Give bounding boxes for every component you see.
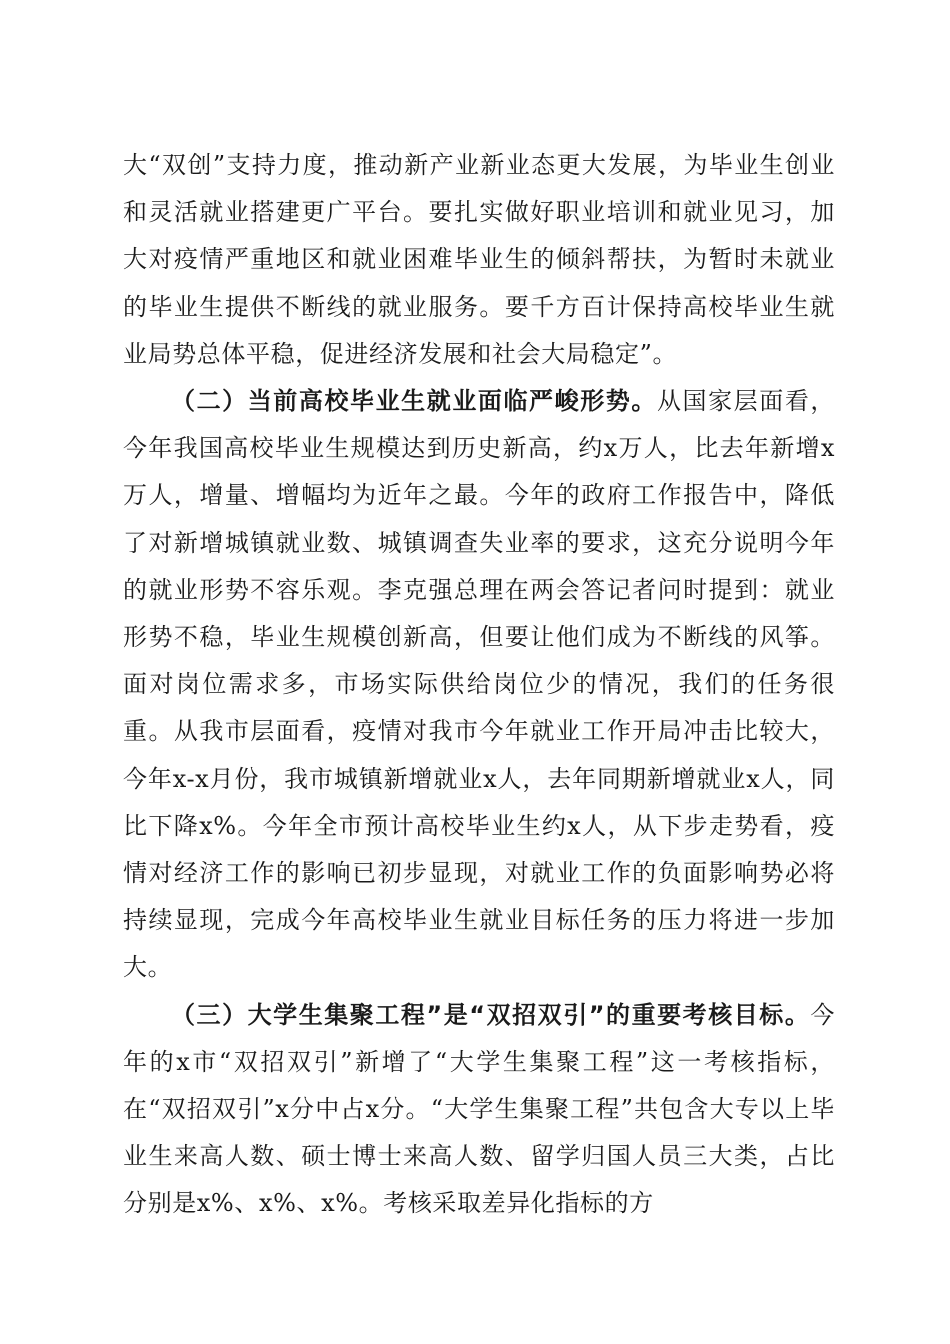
paragraph-continuation	[123, 142, 835, 378]
section-heading-3: （三）大学生集聚工程”是“双招双引”的重要考核目标。	[171, 1000, 811, 1029]
document-body	[123, 142, 835, 1228]
paragraph-2-text: 从国家层面看，今年我国高校毕业生规模达到历史新高，约x万人，比去年新增x万人，增量、增幅均为近年之最。今年的政府工作报告中，降低了对新增城镇就业数、城镇调查失业率的要求，这充分说明今年的就业形势不容乐观。李克强总理在两会答记者问时提到：就业形势不稳，毕业生规模创新高，但要让他们成为不断线的风筝。面对岗位需求多，市场实际供给岗位少的情况，我们的任务很重。从我市层面看，疫情对我市今年就业工作开局冲击比较大，今年x-x月份，我市城镇新增就业x人，去年同期新增就业x人，同比下降x%。今年全市预计高校毕业生约x人，从下步走势看，疫情对经济工作的影响已初步显现，对就业工作的负面影响势必将持续显现，完成今年高校毕业生就业目标任务的压力将进一步加大。	[123, 387, 835, 982]
paragraph-3-text: 今年的x市“双招双引”新增了“大学生集聚工程”这一考核指标，在“双招双引”x分中占x分。“大学生集聚工程”共包含大专以上毕业生来高人数、硕士博士来高人数、留学归国人员三大类，占比分别是x%、x%、x%。考核采取差异化指标的方	[123, 1000, 835, 1218]
paragraph-1-text: 大“双创”支持力度，推动新产业新业态更大发展，为毕业生创业和灵活就业搭建更广平台。要扎实做好职业培训和就业见习，加大对疫情严重地区和就业困难毕业生的倾斜帮扶，为暂时未就业的毕业生提供不断线的就业服务。要千方百计保持高校毕业生就业局势总体平稳，促进经济发展和社会大局稳定”。	[123, 151, 835, 368]
section-heading-2: （二）当前高校毕业生就业面临严峻形势。	[171, 387, 657, 416]
paragraph-employment-situation	[123, 378, 835, 992]
paragraph-talent-project	[123, 992, 835, 1228]
